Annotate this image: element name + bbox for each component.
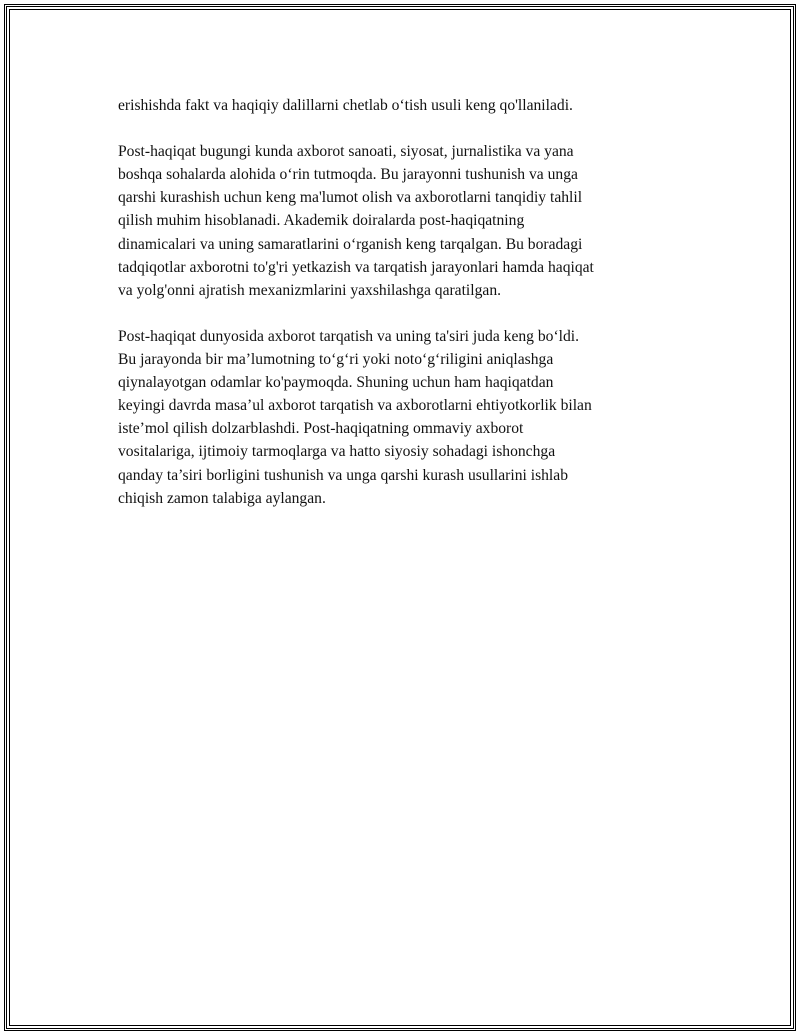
paragraph-2: Post-haqiqat bugungi kunda axborot sanoati, siyosat, jurnalistika va yana boshqa sohalarda alohida o‘rin tutmoqda. Bu jarayonni tushunish va unga qarshi kurashish uchun keng ma'lumot olish va axborotlarni tanqidiy tahlil qilish muhim hisoblanadi. Akademik doiralarda post-haqiqatning dinamicalari va uning samaratlarini o‘rganish keng tarqalgan. Bu boradagi tadqiqotlar axborotni to'g'ri yetkazish va tarqatish jarayonlari hamda haqiqat va yolg'onni ajratish mexanizmlarini yaxshilashga qaratilgan. bbox=[118, 143, 594, 299]
document-body bbox=[118, 94, 693, 533]
paragraph-1: erishishda fakt va haqiqiy dalillarni chetlab o‘tish usuli keng qo'llaniladi. bbox=[118, 97, 573, 114]
paragraph-3: Post-haqiqat dunyosida axborot tarqatish va uning ta'siri juda keng bo‘ldi. Bu jarayonda bir ma’lumotning to‘g‘ri yoki noto‘g‘riligini aniqlashga qiynalayotgan odamlar ko'paymoqda. Shuning uchun ham haqiqatdan keyingi davrda masa’ul axborot tarqatish va axborotlarni ehtiyotkorlik bilan iste’mol qilish dolzarblashdi. Post-haqiqatning ommaviy axborot vositalariga, ijtimoiy tarmoqlarga va hatto siyosiy sohadagi ishonchga qanday ta’siri borligini tushunish va unga qarshi kurash usullarini ishlab chiqish zamon talabiga aylangan. bbox=[118, 327, 592, 507]
